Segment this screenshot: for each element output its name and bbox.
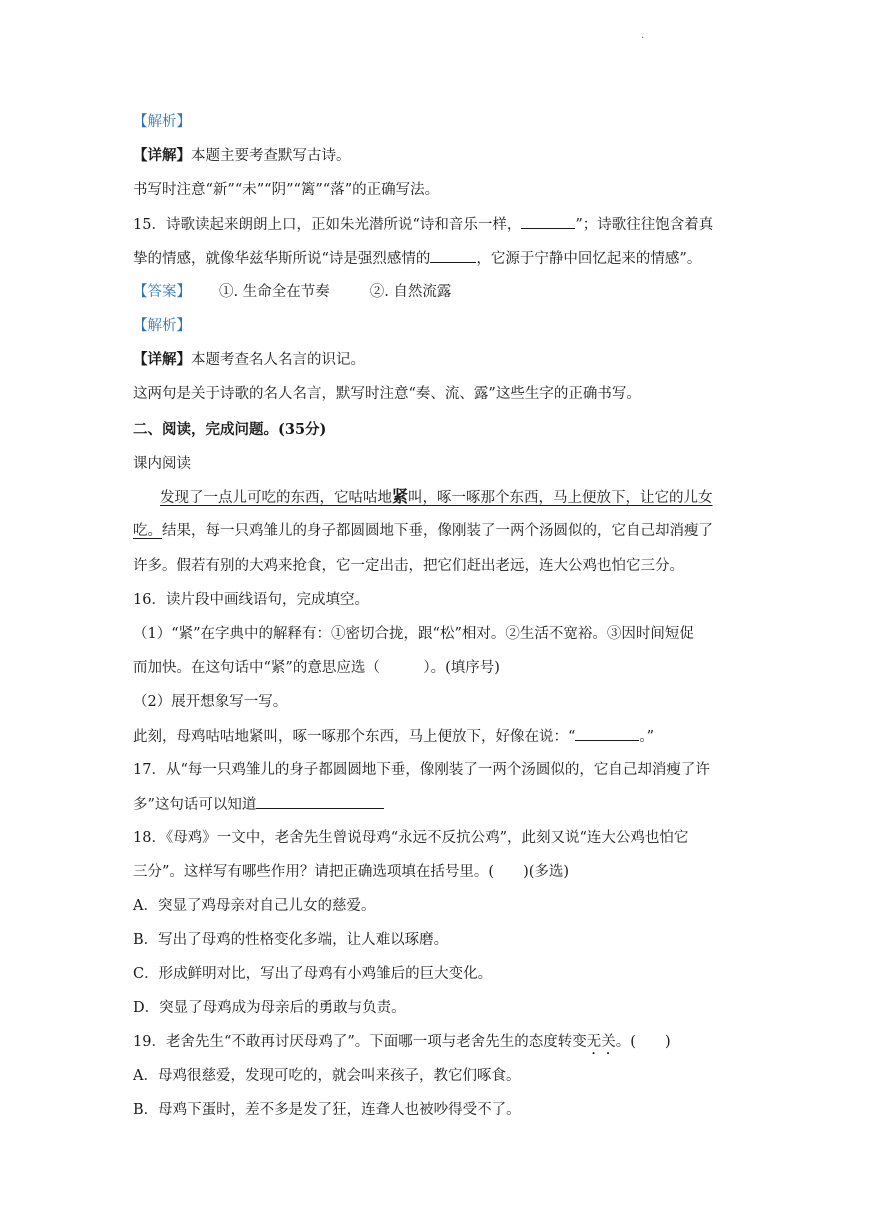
passage-line2	[133, 521, 743, 541]
q16-sub2-line	[133, 726, 743, 747]
detail-text: 本题考查名人名言的识记。	[191, 352, 365, 368]
answer-blank[interactable]	[256, 794, 384, 809]
passage-line3: 许多。假若有别的大鸡来抢食，它一定出击，把它们赶出老远，连大公鸡也怕它三分。	[133, 558, 684, 574]
answer-tag: 【答案】	[133, 284, 191, 300]
q17-line1: 17．从“每一只鸡雏儿的身子都圆圆地下垂，像刚装了一两个汤圆似的，它自己却消瘦了许	[133, 762, 710, 778]
q17-line2	[133, 794, 743, 815]
detail-tag: 【详解】	[133, 351, 191, 368]
section-title: 二、阅读，完成问题。(35分)	[133, 421, 327, 438]
note-line: 书写时注意“新”“未”“阴”“篱”“落”的正确写法。	[133, 182, 440, 198]
answer-blank[interactable]	[575, 726, 639, 741]
q15-text-b: ”；诗歌往往饱含着真	[575, 217, 714, 233]
q15-text-c: 挚的情感，就像华兹华斯所说“诗是强烈感情的	[133, 251, 431, 267]
answer-2: ②. 自然流露	[369, 284, 452, 300]
q18-option-b[interactable]: B．写出了母鸡的性格变化多端，让人难以琢磨。	[133, 932, 449, 948]
q19-option-a[interactable]: A．母鸡很慈爱，发现可吃的，就会叫来孩子，教它们啄食。	[133, 1068, 521, 1084]
q18-option-c[interactable]: C．形成鲜明对比，写出了母鸡有小鸡雏后的巨大变化。	[133, 966, 493, 982]
q18-option-a[interactable]: A．突显了鸡母亲对自己儿女的慈爱。	[133, 898, 376, 914]
underlined-text: 叫，啄一啄那个东西，马上便放下，让它的儿女	[408, 490, 713, 506]
q15-text-d: ，它源于宁静中回忆起来的情感”。	[476, 251, 702, 267]
q16-text-end: 。”	[639, 729, 655, 745]
section-subtitle: 课内阅读	[133, 456, 191, 472]
q18-line1: 18．《母鸡》一文中，老舍先生曾说母鸡“永远不反抗公鸡”，此刻又说“连大公鸡也怕它	[133, 830, 689, 846]
emphasis-dotted-text: 无关	[586, 1034, 616, 1050]
q15-line1	[133, 214, 743, 235]
detail-text: 本题主要考查默写古诗。	[191, 148, 351, 164]
q17-text: 多”这句话可以知道	[133, 797, 257, 813]
q18-line2: 三分”。这样写有哪些作用？请把正确选项填在括号里。( )(多选)	[133, 864, 570, 880]
passage-text: 结果，每一只鸡雏儿的身子都圆圆地下垂，像刚装了一两个汤圆似的，它自己却消瘦了	[162, 523, 713, 539]
q15-line2	[133, 248, 743, 269]
q18-option-d[interactable]: D．突显了母鸡成为母亲后的勇敢与负责。	[133, 1000, 406, 1016]
answer-1: ①. 生命全在节奏	[219, 284, 330, 300]
q16-sub1-line1: （1）“紧”在字典中的解释有：①密切合拢，跟“松”相对。②生活不宽裕。③因时间短促	[133, 626, 694, 642]
emphasized-char: 紧	[392, 487, 409, 506]
underlined-text: 吃。	[133, 523, 162, 539]
q16-sub1-line2: 而加快。在这句话中“紧”的意思应选（ ）。(填序号)	[133, 660, 500, 676]
analysis-tag: 【解析】	[133, 318, 191, 334]
q16-sub2-stem: （2）展开想象写一写。	[133, 694, 288, 710]
q15-text-a: 15．诗歌读起来朗朗上口，正如朱光潜所说“诗和音乐一样，	[133, 217, 522, 233]
q19-stem	[133, 1032, 743, 1058]
underlined-text: 发现了一点儿可吃的东西，它咕咕地	[160, 490, 392, 506]
passage-line1	[160, 487, 770, 508]
detail-line	[133, 146, 743, 166]
answer-blank[interactable]	[521, 214, 575, 229]
header-mark: .	[641, 30, 645, 41]
q16-text: 此刻，母鸡咕咕地紧叫，啄一啄那个东西，马上便放下，好像在说：“	[133, 729, 576, 745]
q16-stem: 16．读片段中画线语句，完成填空。	[133, 592, 369, 608]
q15-answer	[133, 282, 743, 302]
analysis-tag: 【解析】	[133, 114, 191, 130]
answer-blank[interactable]	[430, 248, 476, 263]
detail-line	[133, 350, 743, 370]
detail-tag: 【详解】	[133, 147, 191, 164]
q19-text-end: 。( )	[615, 1034, 671, 1050]
note-line: 这两句是关于诗歌的名人名言，默写时注意“奏、流、露”这些生字的正确书写。	[133, 386, 641, 402]
q19-text: 19．老舍先生“不敢再讨厌母鸡了”。下面哪一项与老舍先生的态度转变	[133, 1034, 587, 1050]
q19-option-b[interactable]: B．母鸡下蛋时，差不多是发了狂，连聋人也被吵得受不了。	[133, 1102, 521, 1118]
